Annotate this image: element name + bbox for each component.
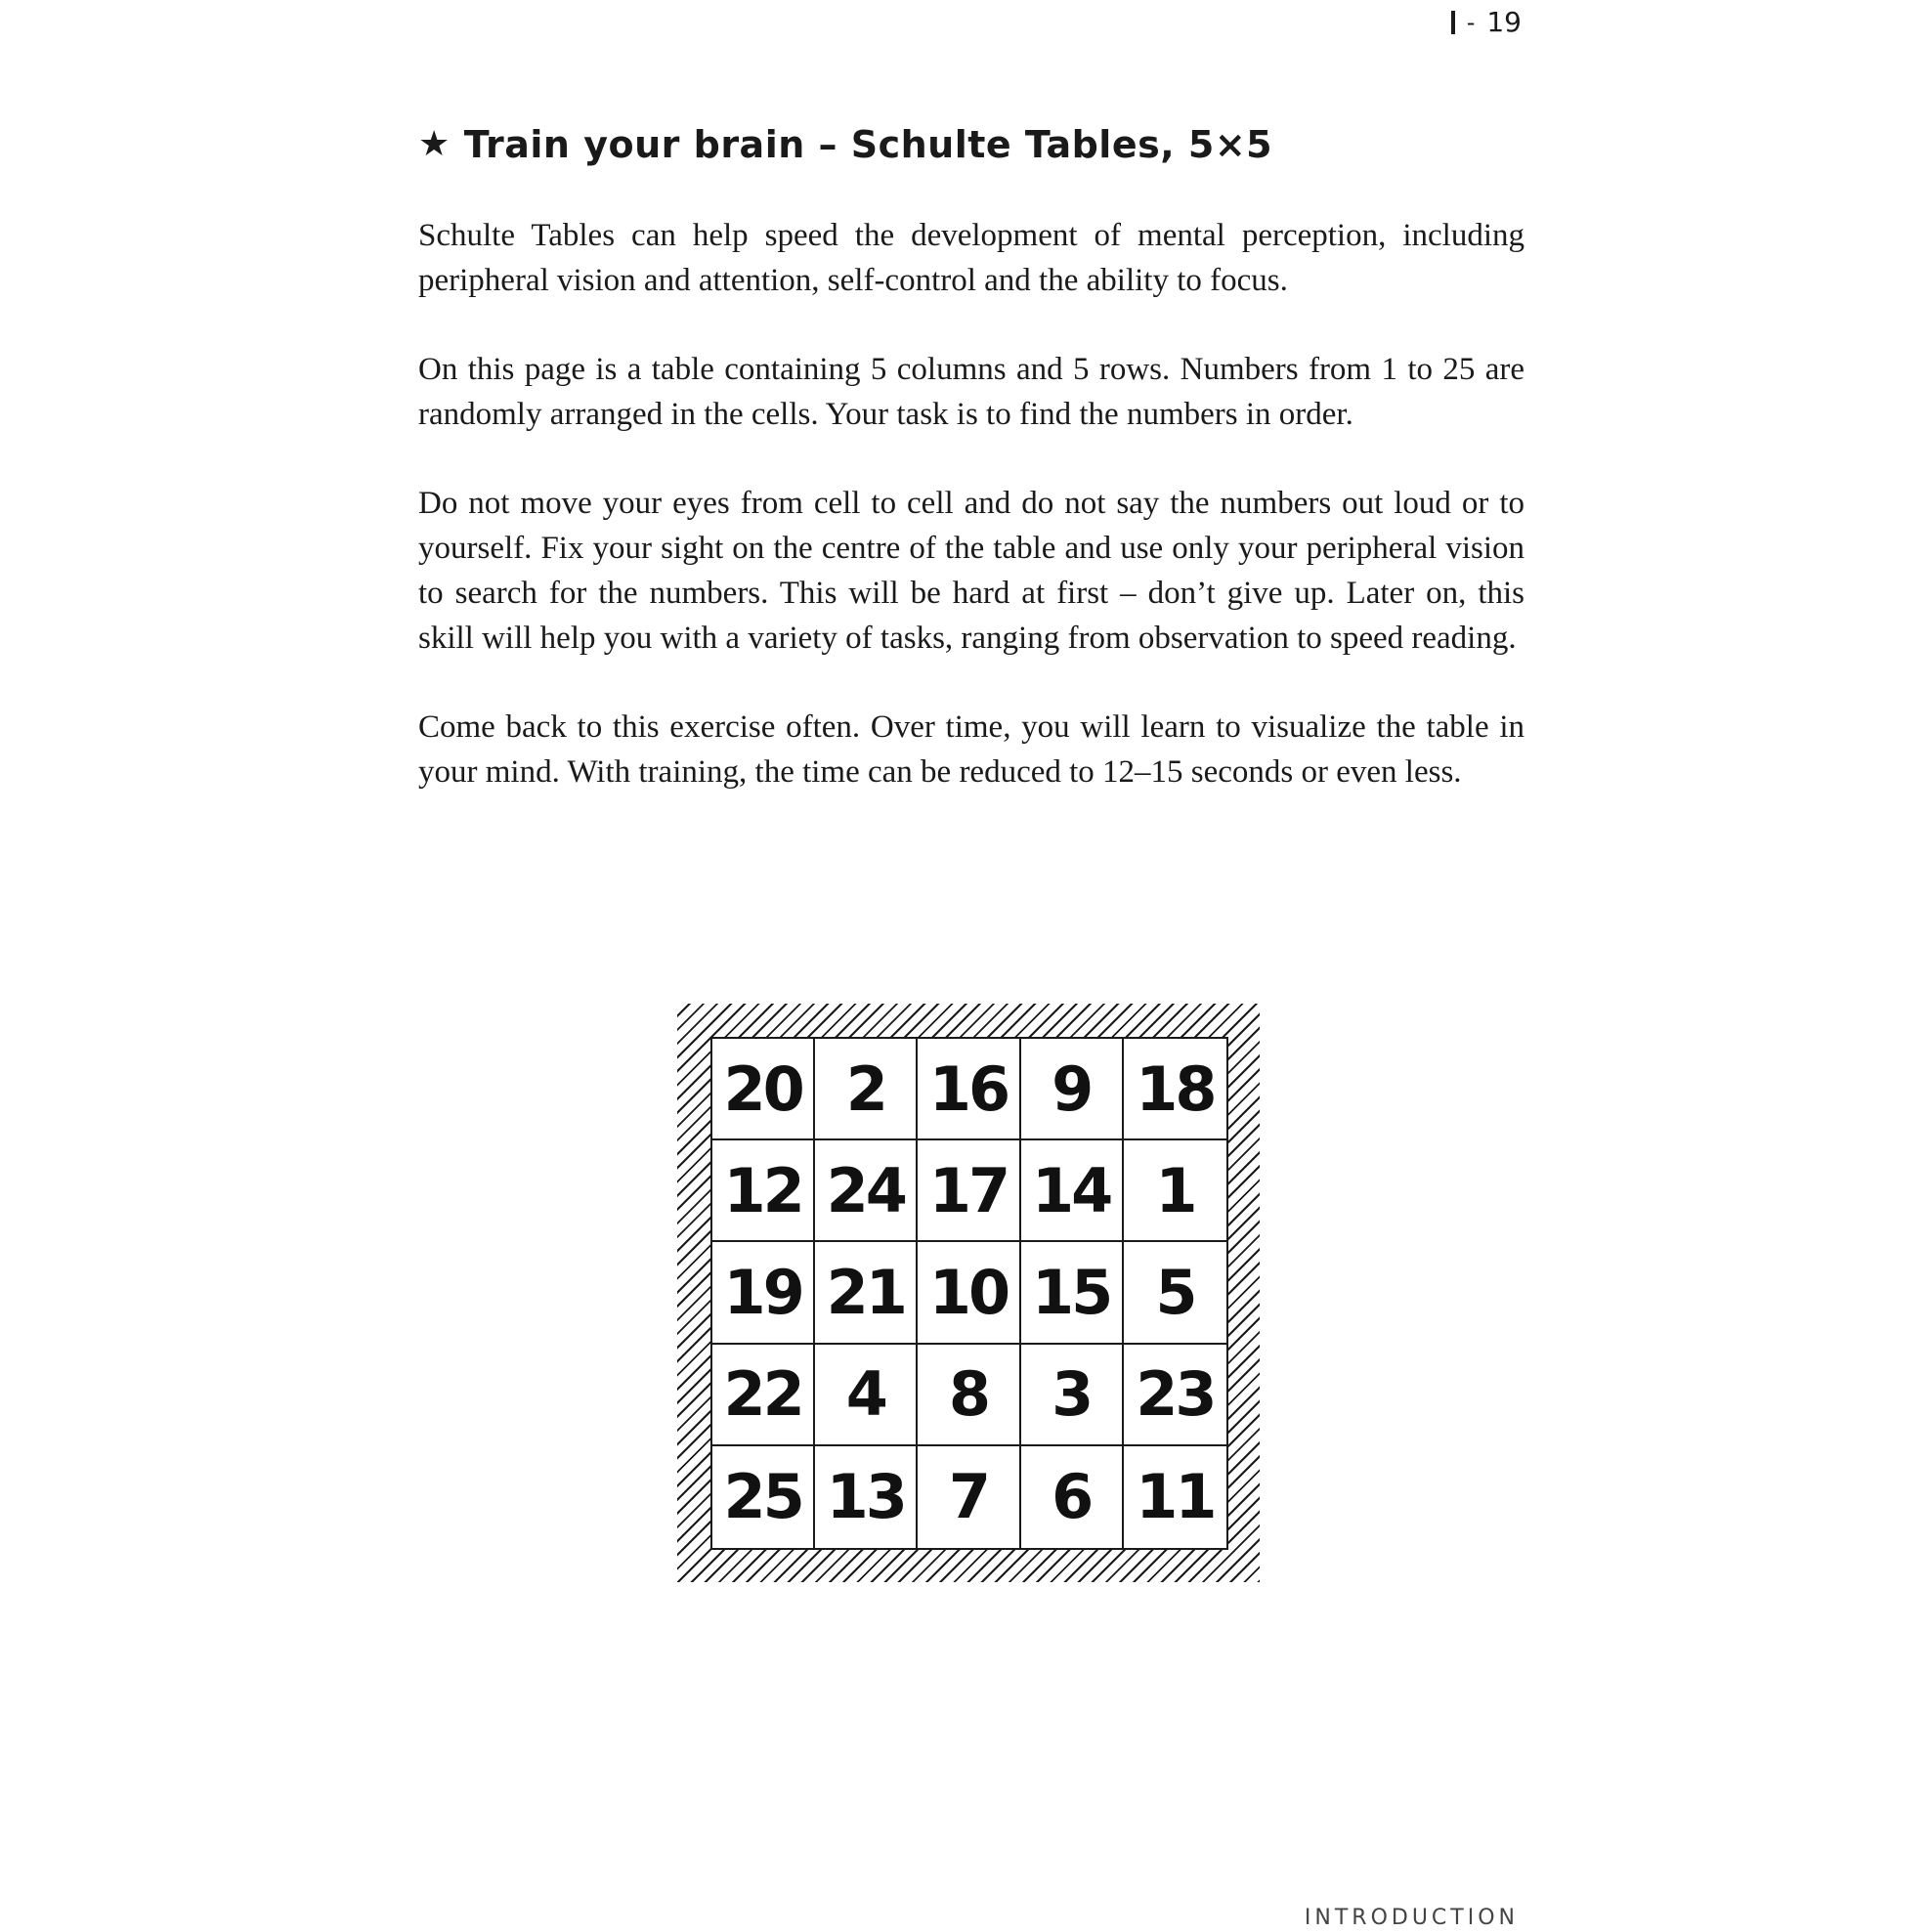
heading-title: Train your brain – Schulte Tables, 5×5 [463,123,1273,166]
table-cell: 10 [918,1242,1020,1344]
table-cell: 8 [918,1345,1020,1446]
table-cell: 11 [1136,1461,1215,1533]
table-cell: 13 [815,1446,918,1548]
table-cell: 22 [712,1345,815,1446]
table-cell: 6 [1021,1446,1124,1548]
page-number-value: 19 [1486,6,1522,38]
paragraph: On this page is a table containing 5 columns and 5 rows. Numbers from 1 to 25 are randomly arranged in the cells. Your task is to find the numbers in order. [418,352,1524,432]
table-cell: 5 [1124,1242,1226,1344]
schulte-table [710,1037,1228,1550]
table-cell: 25 [712,1446,815,1548]
section-marker [1451,11,1455,34]
section-heading [418,123,1272,166]
table-cell: 9 [1021,1039,1124,1140]
table-cell: 15 [1021,1242,1124,1344]
paragraph: Come back to this exercise often. Over time, you will learn to visualize the table in your mind. With training, the time can be reduced to 12–15 seconds or even less. [418,709,1524,790]
page-number [1451,6,1522,38]
table-cell: 21 [815,1242,918,1344]
instructions-body [418,213,1524,838]
paragraph: Do not move your eyes from cell to cell and do not say the numbers out loud or to yourself. Fix your sight on the centre of the table and use only your peripheral vision to search for the numbers. This will be hard at first – don’t give up. Later on, this skill will help you with a variety of tasks, ranging from observation to speed reading. [418,486,1524,656]
table-cell: 2 [815,1039,918,1140]
table-cell: 23 [1124,1345,1226,1446]
schulte-table-frame [677,1004,1260,1582]
star-icon: ★ [418,124,451,164]
table-cell: 14 [1021,1140,1124,1242]
table-cell: 16 [918,1039,1020,1140]
footer-section-label: INTRODUCTION [1304,1906,1519,1930]
table-cell: 7 [918,1446,1020,1548]
table-cell: 1 [1124,1140,1226,1242]
table-cell: 20 [712,1039,815,1140]
table-cell: 3 [1021,1345,1124,1446]
table-cell: 12 [712,1140,815,1242]
paragraph: Schulte Tables can help speed the development of mental perception, including peripheral vision and attention, self-control and the ability to focus. [418,218,1524,298]
table-cell: 18 [1124,1039,1226,1140]
table-cell: 4 [815,1345,918,1446]
page-number-separator: - [1466,8,1476,36]
table-cell: 19 [712,1242,815,1344]
table-cell: 24 [815,1140,918,1242]
table-cell: 17 [918,1140,1020,1242]
